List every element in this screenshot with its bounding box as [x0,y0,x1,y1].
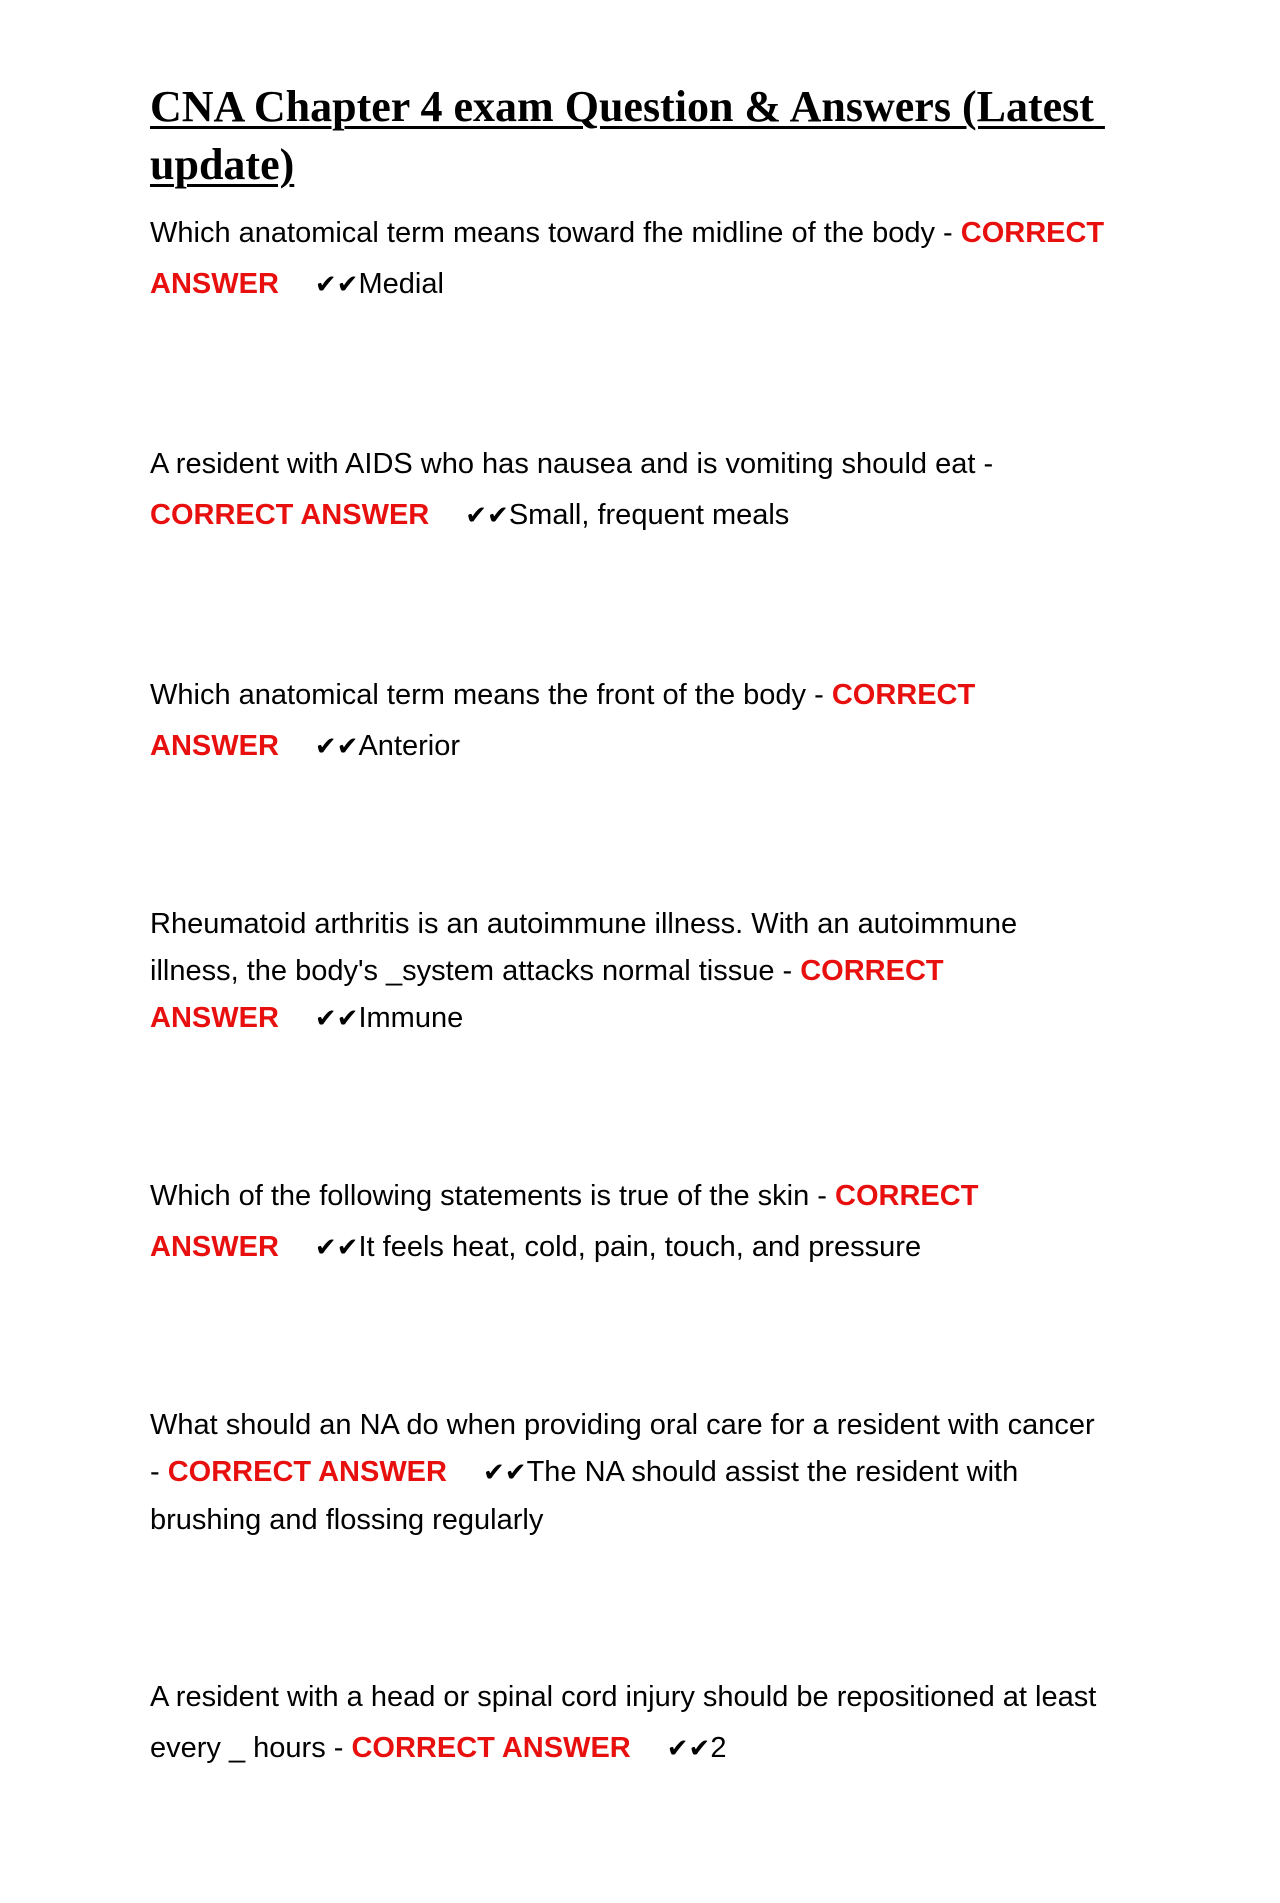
answer-text: Immune [358,1002,464,1034]
qa-item [150,901,1110,1043]
qa-item [150,439,1110,542]
answer-text: It feels heat, cold, pain, touch, and pressure [358,1231,922,1263]
double-check-icon: ✔✔ [314,1233,359,1263]
question-text: Which anatomical term means the front of the body - [150,679,832,711]
correct-answer-label: CORRECT ANSWER [150,679,976,762]
correct-answer-label: CORRECT ANSWER [150,499,430,531]
double-check-icon: ✔✔ [314,732,359,762]
correct-answer-label: CORRECT ANSWER [150,955,944,1034]
question-text: Which anatomical term means toward fhe midline of the body - [150,217,961,249]
question-text: Rheumatoid arthritis is an autoimmune illness. With an autoimmune illness, the body's _system attacks normal tissue - [150,908,1018,987]
double-check-icon: ✔✔ [465,501,509,531]
double-check-icon: ✔✔ [482,1458,527,1488]
question-text: What should an NA do when providing oral care for a resident with cancer - [150,1409,1095,1488]
double-check-icon: ✔✔ [314,270,359,300]
answer-text: Medial [358,268,444,300]
correct-answer-label: CORRECT ANSWER [167,1456,447,1488]
qa-item [150,208,1110,311]
document-title: CNA Chapter 4 exam Question & Answers (Latest update) [150,82,1105,189]
answer-text: Small, frequent meals [508,499,790,531]
qa-item [150,1402,1110,1544]
question-text: Which of the following statements is true of the skin - [150,1180,836,1212]
qa-item [150,1171,1110,1274]
answer-text: 2 [710,1732,727,1764]
qa-item [150,670,1110,773]
double-check-icon: ✔✔ [666,1734,711,1764]
document-content [150,78,1110,1903]
answer-text: The NA should assist the resident with brushing and flossing regularly [150,1456,1019,1536]
question-text: A resident with a head or spinal cord injury should be repositioned at least every _ hours - [150,1681,1097,1764]
qa-item [150,1672,1110,1775]
question-text: A resident with AIDS who has nausea and is vomiting should eat - [150,448,994,480]
correct-answer-label: CORRECT ANSWER [351,1732,631,1764]
answer-text: Anterior [358,730,461,762]
correct-answer-label: CORRECT ANSWER [150,1180,979,1263]
double-check-icon: ✔✔ [314,1004,359,1034]
correct-answer-label: CORRECT ANSWER [150,217,1105,300]
